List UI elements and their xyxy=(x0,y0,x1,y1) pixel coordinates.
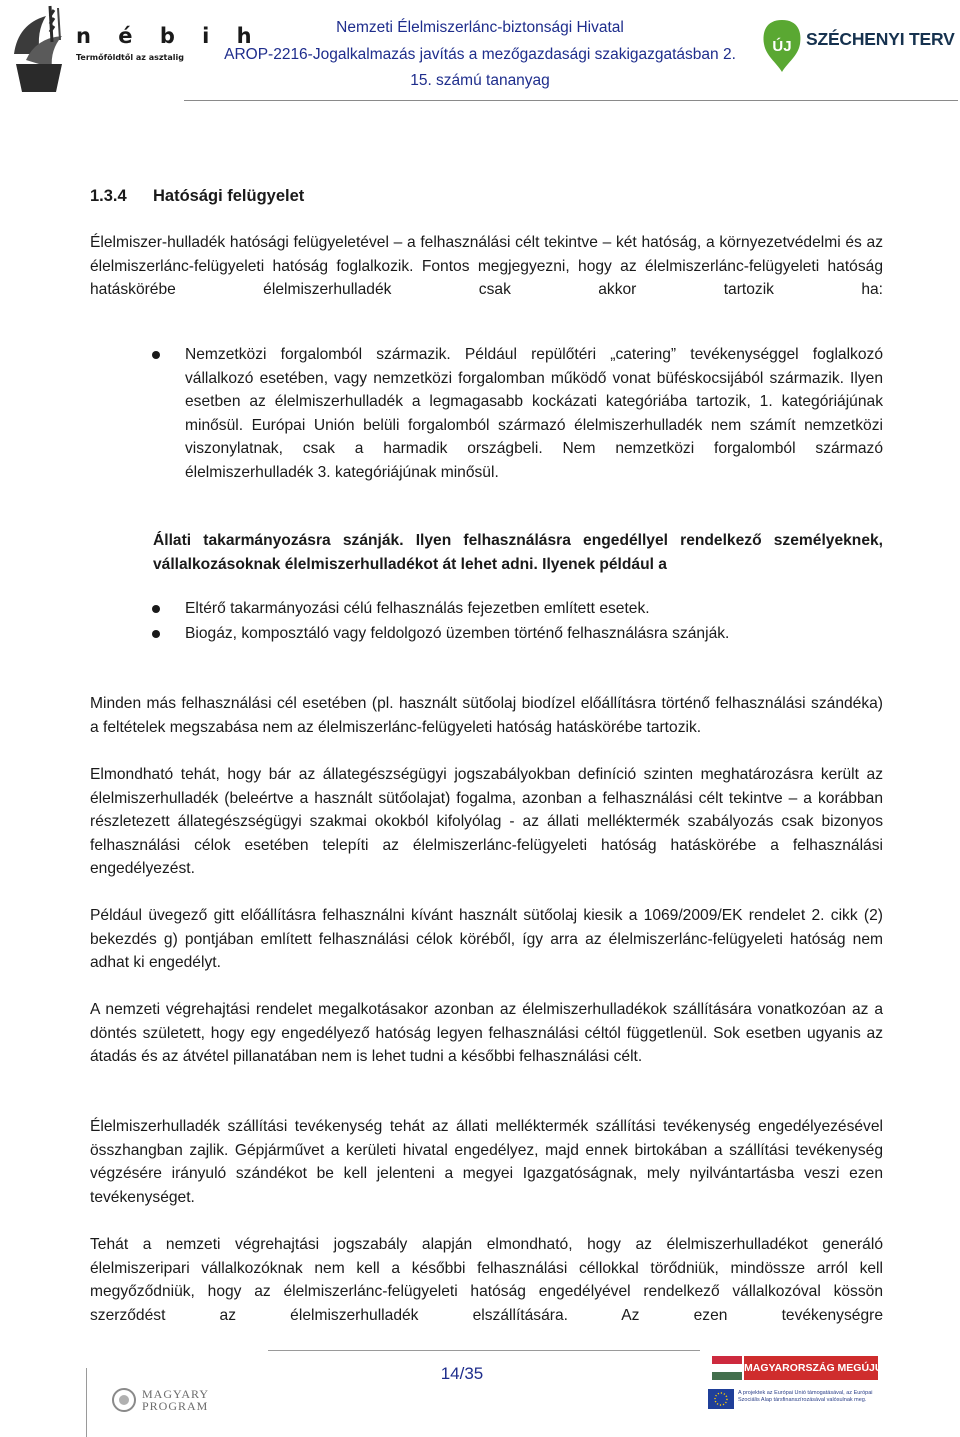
paragraph-summary: Elmondható tehát, hogy bár az állategészségügyi jogszabályokban definíció szinten meghatározásra került az élelmiszerhulladék (beleértve a használt sütőolajat) fogalma, azonban a felhasználási célt tekintve – a korábban részletezett állategészségügyi szakmai okokból kifolyólag - az állati melléktermék szabályozás csak bizonyos felhasználási célok esetében telepíti az élelmiszerlánc-felügyeleti hatóság hatáskörébe a felhasználási engedélyezést. xyxy=(90,766,883,878)
magyary-logo-icon xyxy=(112,1388,136,1412)
magyary-line-1: MAGYARY xyxy=(142,1387,210,1401)
szechenyi-uj-label: ÚJ xyxy=(772,38,792,55)
program-name: SZÉCHENYI TERV xyxy=(806,29,955,49)
footer-divider xyxy=(268,1350,700,1351)
paragraph-feed-use: Állati takarmányozásra szánják. Ilyen felhasználásra engedéllyel rendelkező személyeknek, vállalkozásoknak élelmiszerhulladékot át lehet adni. Ilyenek például a xyxy=(153,532,883,573)
hungarian-flag-icon xyxy=(712,1356,742,1380)
paragraph-transport-decision: A nemzeti végrehajtási rendelet megalkotásakor azonban az élelmiszerhulladékok szállítására vonatkozóan az a döntés született, hogy egy engedélyező hatóság legyen felhasználási céltól függetlenül. Sok esetben ugyanis az átadás és az átvétel pillanatában nem is lehet tudni a későbbi felhasználási célt. xyxy=(90,1001,883,1066)
szechenyi-terv-logo-icon xyxy=(762,18,802,74)
paragraph-conclusion: Tehát a nemzeti végrehajtási jogszabály alapján elmondható, hogy az élelmiszerhulladékot generáló élelmiszeripari vállalkozóknak nem kell a későbbi felhasználási céllokkal törődniük, mindössze arról kell megyőződniük, hogy az élelmiszerlánc-felügyeleti hatóság engedélyével rendelkező vállalkozóval kössön szerződést az élelmiszerhulladék elszállítására. Az ezen tevékenységre xyxy=(90,1236,883,1324)
page-number: 14/35 xyxy=(440,1364,484,1383)
header-material-number: 15. számú tananyag xyxy=(410,72,550,89)
brand-name: n é b i h xyxy=(76,24,262,48)
paragraph-intro-text: Élelmiszer-hulladék hatósági felügyeletével – a felhasználási célt tekintve – két hatóság, a környezetvédelmi és az élelmiszerlánc-felügyeleti hatóság foglalkozik. Fontos megjegyezni, hogy az élelmiszerlánc-felügyeleti hatóság hatáskörébe élelmiszerhulladék csak akkor tartozik ha: xyxy=(90,234,883,299)
paragraph-transport-permit: Élelmiszerhulladék szállítási tevékenység tehát az állati melléktermék szállítási tevékenység engedélyezésével összhangban zajlik. Gépjárművet a kerületi hivatal engedélyez, majd ennek birtokában a szállítási tevékenység végzésére irányuló szándékot be kell jelenteni a megyei Igazgatóságnak, mely nyilvántartásba veszi ezen tevékenységet. xyxy=(90,1118,883,1206)
paragraph-example: Például üvegező gitt előállításra felhasználni kívánt használt sütőolaj kiesik a 1069/2009/EK rendelet 2. cikk (2) bekezdés g) pontjában említett felhasználási célok köréből, így arra az élelmiszerlánc-felügyeleti hatóság nem adhat ki engedélyt. xyxy=(90,907,883,972)
list-item-feed-other: Eltérő takarmányozási célú felhasználás fejezetben említett esetek. xyxy=(185,600,650,617)
brand-tagline: Termőföldtől az asztalig xyxy=(76,53,184,62)
header-divider xyxy=(184,100,958,101)
paragraph-other-uses: Minden más felhasználási cél esetében (pl. használt sütőolaj biodízel előállításra történő felhasználási szándéka) a feltételek megszabása nem az élelmiszerlánc-felügyeleti hatóság hatáskörébe tartozik. xyxy=(90,695,883,736)
nebih-logo-icon xyxy=(6,2,76,94)
magyarorszag-megujul-banner: MAGYARORSZÁG MEGÚJUL xyxy=(744,1356,878,1380)
paragraph-intro xyxy=(90,231,883,302)
header-project: AROP-2216-Jogalkalmazás javítás a mezőgazdasági szakigazgatásban 2. xyxy=(224,46,736,63)
section-number: 1.3.4 xyxy=(90,187,127,205)
magyary-line-2: PROGRAM xyxy=(142,1399,209,1413)
bullet-marker xyxy=(152,351,160,359)
eu-flag-icon xyxy=(708,1389,734,1409)
section-title: Hatósági felügyelet xyxy=(153,187,305,205)
footer-vertical-divider xyxy=(86,1368,87,1437)
bullet-marker xyxy=(152,605,160,613)
page-header xyxy=(0,0,960,102)
list-item-international: Nemzetközi forgalomból származik. Például repülőtéri „catering” tevékenységgel foglalkozó vállalkozó esetében, vagy nemzetközi forgalomban működő vonat büféskocsijából származik. Ilyen esetben az élelmiszerhulladék a legmagasabb kockázati kategóriába tartozik, 1. kategóriájúnak minősül. Európai Unión belüli forgalomból származó élelmiszerhulladék nem számít nemzetközi viszonylatnak, csak a harmadik országbeli. Nem nemzetközi forgalomból származó élelmiszerhulladék 3. kategóriájúnak minősül. xyxy=(185,346,883,481)
header-authority: Nemzeti Élelmiszerlánc-biztonsági Hivatal xyxy=(336,19,624,36)
magyary-program-text xyxy=(142,1388,209,1412)
list-item-biogas: Biogáz, komposztáló vagy feldolgozó üzemben történő felhasználásra szánják. xyxy=(185,625,730,642)
bullet-marker xyxy=(152,630,160,638)
eu-funding-note: A projektek az Európai Unió támogatásával, az Európai Szociális Alap társfinanszírozásával valósulnak meg. xyxy=(738,1390,873,1403)
